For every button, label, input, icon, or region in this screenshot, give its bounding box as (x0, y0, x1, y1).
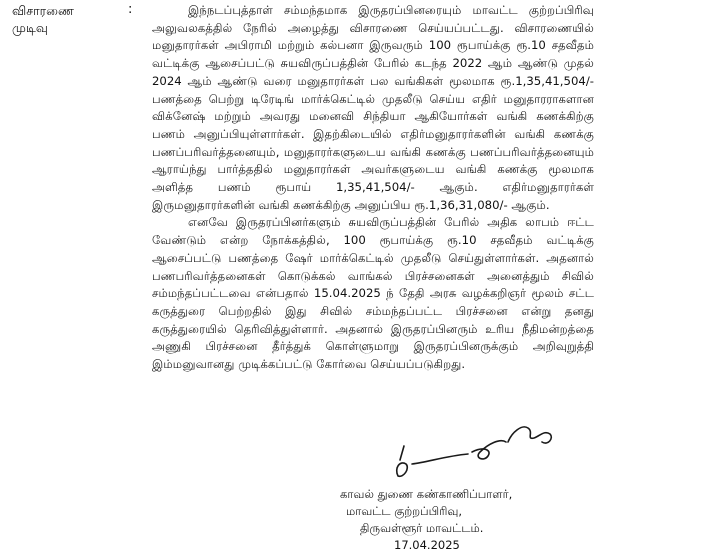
signatory-district: திருவள்ளூர் மாவட்டம். (360, 521, 484, 535)
handwritten-signature (388, 416, 568, 482)
signatory-block (318, 486, 598, 554)
signatory-date: 17.04.2025 (394, 538, 460, 552)
field-colon: : (128, 2, 133, 17)
inquiry-result-body (152, 2, 594, 374)
signatory-designation: காவல் துணை கண்காணிப்பாளர், (340, 487, 513, 501)
signatory-unit: மாவட்ட குற்றப்பிரிவு, (346, 504, 463, 518)
paragraph-2: எனவே இருதரப்பினர்களும் சுயவிருப்பத்தின் பேரில் அதிக லாபம் ஈட்ட வேண்டும் என்ற நோக்கத்தில், 100 ரூபாய்க்கு ரூ.10 சதவீதம் வட்டிக்கு ஆசைப்பட்டு பணத்தை ஷேர் மார்க்கெட்டில் முதலீடு செய்துள்ளார்கள். அதனால் பணபரிவர்த்தனைகள் கொடுக்கல் வாங்கல் பிரச்சனைகள் அனைத்தும் சிவில் சம்மந்தப்பட்டவை என்பதால் 15.04.2025 ந் தேதி அரசு வழக்கறிஞர் மூலம் சட்ட கருத்துரை பெற்றதில் இது சிவில் சம்மந்தப்பட்ட பிரச்சனை என்று தனது கருத்துரையில் தெரிவித்துள்ளார். அதனால் இருதரப்பினரும் உரிய நீதிமன்றத்தை அணுகி பிரச்சனை தீர்த்துக் கொள்ளுமாறு இருதரப்பினருக்கும் அறிவுறுத்தி இம்மனுவானது முடிக்கப்பட்டு கோர்வை செய்யப்படுகிறது. (152, 215, 594, 372)
field-label-line1: விசாரணை (12, 3, 74, 18)
field-label-line2: முடிவு (12, 20, 48, 35)
paragraph-1: இந்நடப்புத்தாள் சம்மந்தமாக இருதரப்பினரையும் மாவட்ட குற்றப்பிரிவு அலுவலகத்தில் நேரில் அழைத்து விசாரணை செய்யப்பட்டது. விசாரணையில் மனுதாரர்கள் அபிராமி மற்றும் கல்பனா இருவரும் 100 ரூபாய்க்கு ரூ.10 சதவீதம் வட்டிக்கு ஆசைப்பட்டு சுயவிருப்பத்தின் பேரில் கடந்த 2022 ஆம் ஆண்டு முதல் 2024 ஆம் ஆண்டு வரை மனுதாரர்கள் பல வங்கிகள் மூலமாக ரூ.1,35,41,504/- பணத்தை பெற்று டிரேடிங் மார்க்கெட்டில் முதலீடு செய்ய எதிர் மனுதாரராகளான விக்னேஷ் மற்றும் அவரது மனைவி சிந்தியா ஆகியோர்கள் வங்கி கணக்கிற்கு பணம் அனுப்பியுள்ளார்கள். இதற்கிடையில் எதிர்மனுதாரர்களின் வங்கி கணக்கு பணப்பரிவர்த்தனையும், மனுதாரர்களுடைய வங்கி கணக்கு பணப்பரிவர்த்தனையும் ஆராய்ந்து பார்த்ததில் மனுதாரர்கள் அவர்களுடைய வங்கி கணக்கு மூலமாக அளித்த பணம் ரூபாய் 1,35,41,504/- ஆகும். எதிர்மனுதாரர்கள் இருமனுதாரர்களின் வங்கி கணக்கிற்கு அனுப்பிய ரூ.1,36,31,080/- ஆகும். (152, 3, 594, 212)
field-label (12, 2, 112, 36)
